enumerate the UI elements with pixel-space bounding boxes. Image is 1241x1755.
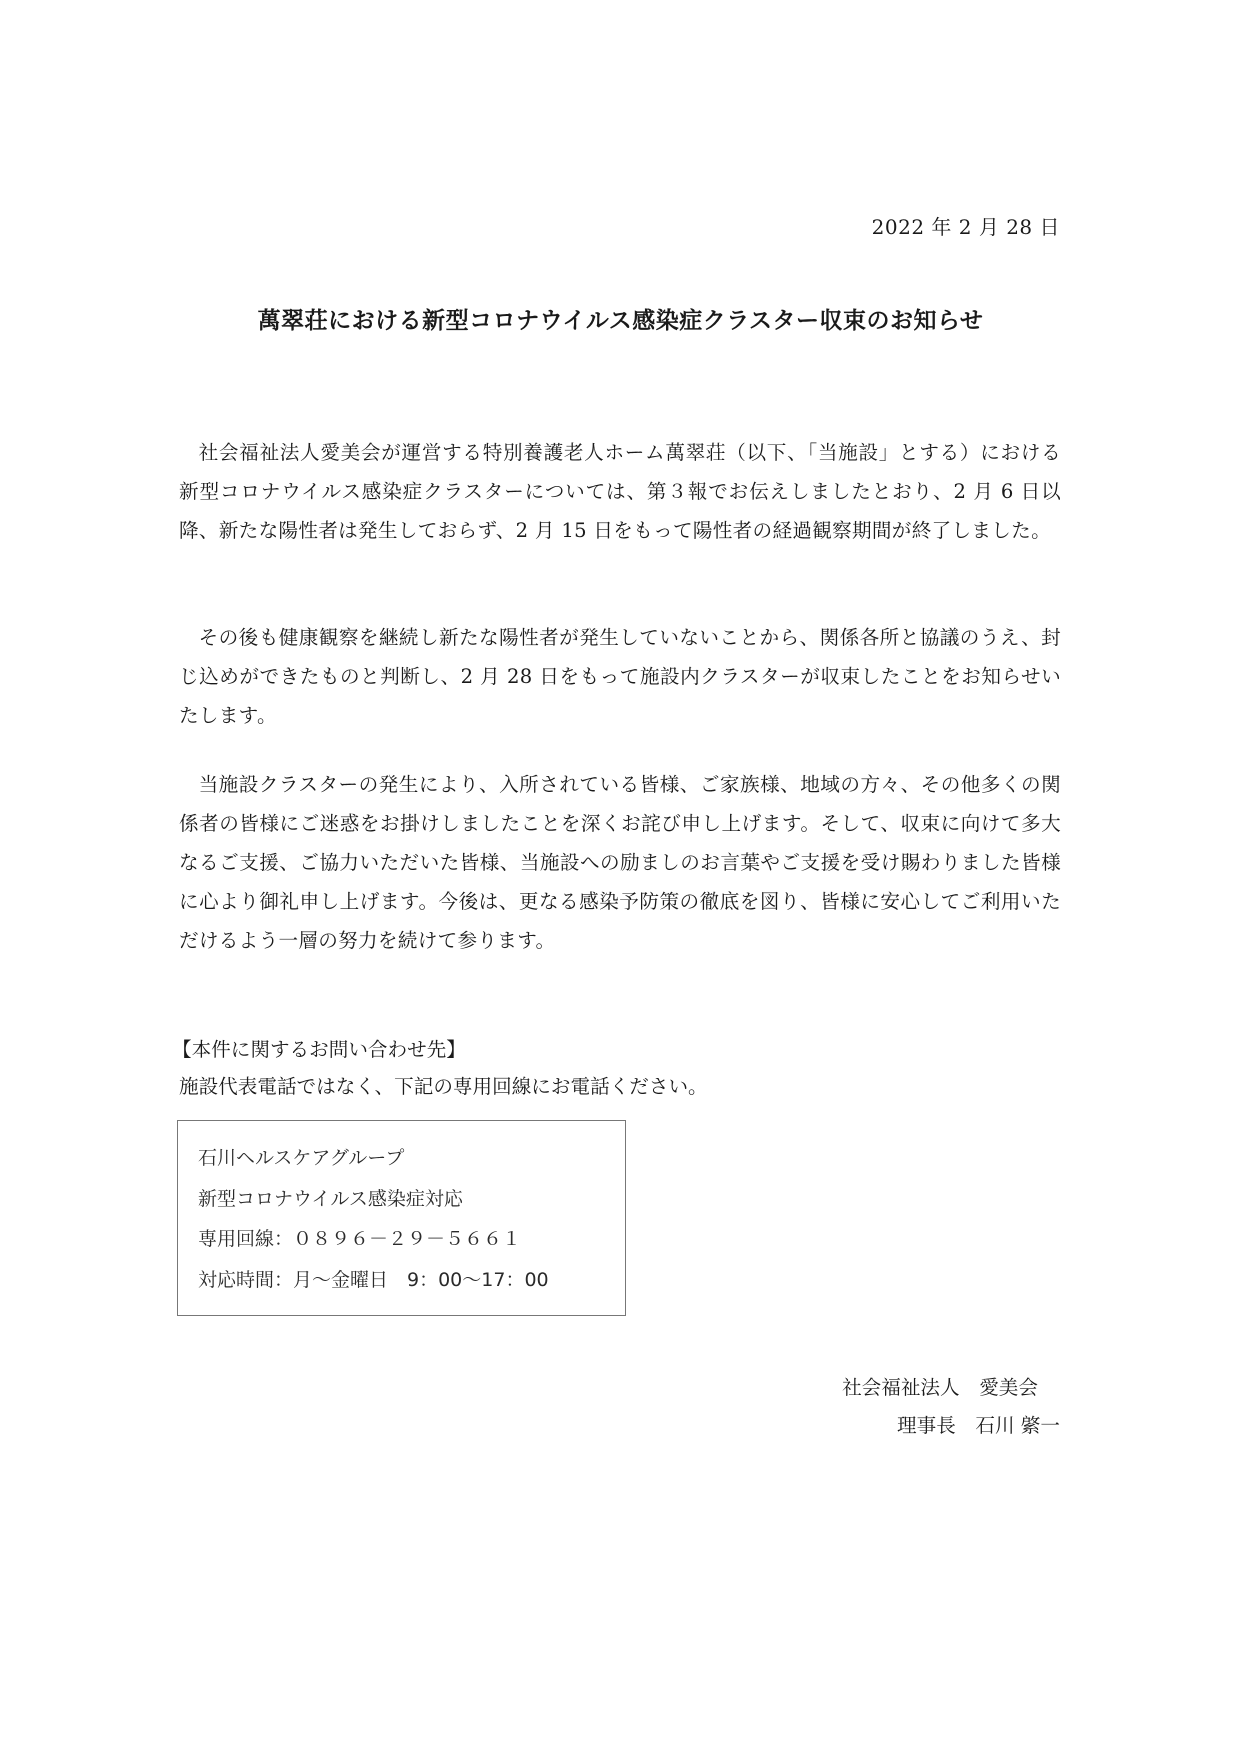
body-paragraph-3: 当施設クラスターの発生により、入所されている皆様、ご家族様、地域の方々、その他多くの関係者の皆様にご迷惑をお掛けしましたことを深くお詫び申し上げます。そして、収束に向けて多大なるご支援、ご協力いただいた皆様、当施設への励ましのお言葉やご支援を受け賜わりました皆様に心より御礼申し上げます。今後は、更なる感染予防策の徹底を図り、皆様に安心してご利用いただけるよう一層の努力を続けて参ります。 — [179, 773, 1061, 952]
contact-department: 新型コロナウイルス感染症対応 — [198, 1187, 463, 1210]
signature-organization: 社会福祉法人 愛美会 — [842, 1376, 1038, 1399]
contact-group-name: 石川ヘルスケアグループ — [198, 1147, 405, 1169]
contact-phone: 専用回線：０８９６－２９－５６６１ — [198, 1228, 522, 1250]
body-paragraph-2: その後も健康観察を継続し新たな陽性者が発生していないことから、関係各所と協議のうえ、封じ込めができたものと判断し、2 月 28 日をもって施設内クラスターが収束したことをお知らせいたします。 — [179, 626, 1061, 727]
document-title: 萬翠荘における新型コロナウイルス感染症クラスター収束のお知らせ — [257, 307, 984, 334]
contact-note: 施設代表電話ではなく、下記の専用回線にお電話ください。 — [179, 1075, 708, 1098]
document-date: 2022 年 2 月 28 日 — [871, 215, 1060, 239]
body-paragraph-1: 社会福祉法人愛美会が運営する特別養護老人ホーム萬翠荘（以下、「当施設」とする）における新型コロナウイルス感染症クラスターについては、第３報でお伝えしましたとおり、2 月 6 日以降、新たな陽性者は発生しておらず、2 月 15 日をもって陽性者の経過観察期間が終了しました。 — [179, 441, 1061, 542]
contact-hours: 対応時間：月～金曜日 9：00～17：00 — [198, 1268, 549, 1291]
contact-heading: 【本件に関するお問い合わせ先】 — [172, 1038, 466, 1061]
signature-name: 理事長 石川 綮一 — [897, 1414, 1060, 1437]
contact-box — [177, 1120, 626, 1316]
